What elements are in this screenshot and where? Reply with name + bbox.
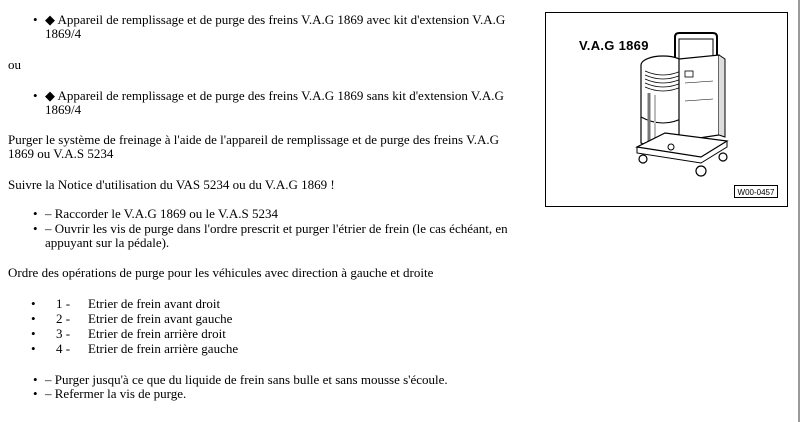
figure-reference: W00-0457 [734, 185, 778, 198]
figure-vag-1869 [545, 12, 788, 207]
bullet-3: • [33, 206, 38, 221]
diamond-icon: ◆ [45, 12, 55, 27]
step-close-screw: – Refermer la vis de purge. [45, 386, 187, 401]
order-item-4: Etrier de frein arrière gauche [88, 341, 239, 356]
order-num-3: 3 - [56, 326, 71, 341]
or-text: ou [8, 57, 21, 72]
bullet-6: • [31, 311, 36, 326]
bullet-5: • [31, 296, 36, 311]
bullet-8: • [31, 341, 36, 356]
step-open-screws-cont: appuyant sur la pédale). [45, 235, 170, 250]
step-connect: – Raccorder le V.A.G 1869 ou le V.A.S 5234 [45, 206, 279, 221]
apparatus-item-2-cont: 1869/4 [45, 102, 82, 117]
apparatus-item-1-cont: 1869/4 [45, 26, 82, 41]
order-item-1: Etrier de frein avant droit [88, 296, 221, 311]
step-purge-until: – Purger jusqu'à ce que du liquide de frein sans bulle et sans mousse s'écoule. [45, 372, 448, 387]
diamond-icon: ◆ [45, 88, 55, 103]
brake-bleeder-device-illustration [631, 31, 731, 181]
purge-paragraph-line2: 1869 ou V.A.S 5234 [8, 146, 114, 161]
order-item-3: Etrier de frein arrière droit [88, 326, 226, 341]
bullet-1: • [33, 12, 38, 27]
apparatus-item-2-text: Appareil de remplissage et de purge des freins V.A.G 1869 sans kit d'extension V.A.G [57, 88, 504, 103]
order-num-4: 4 - [56, 341, 71, 356]
bullet-9: • [33, 372, 38, 387]
purge-paragraph-line1: Purger le système de freinage à l'aide de l'appareil de remplissage et de purge des freins V.A.G [8, 132, 500, 147]
order-item-2: Etrier de frein avant gauche [88, 311, 233, 326]
figure-label: V.A.G 1869 [579, 38, 649, 53]
order-num-2: 2 - [56, 311, 71, 326]
notice-text: Suivre la Notice d'utilisation du VAS 5234 ou du V.A.G 1869 ! [8, 177, 335, 192]
apparatus-item-1-text: Appareil de remplissage et de purge des freins V.A.G 1869 avec kit d'extension V.A.G [57, 12, 506, 27]
bullet-10: • [33, 386, 38, 401]
apparatus-item-1 [45, 12, 505, 27]
order-heading: Ordre des opérations de purge pour les véhicules avec direction à gauche et droite [8, 265, 434, 280]
order-num-1: 1 - [56, 296, 71, 311]
step-open-screws: – Ouvrir les vis de purge dans l'ordre prescrit et purger l'étrier de frein (le cas échéant, en [45, 221, 508, 236]
apparatus-item-2 [45, 88, 504, 103]
bullet-2: • [33, 88, 38, 103]
bullet-4: • [33, 221, 38, 236]
bullet-7: • [31, 326, 36, 341]
